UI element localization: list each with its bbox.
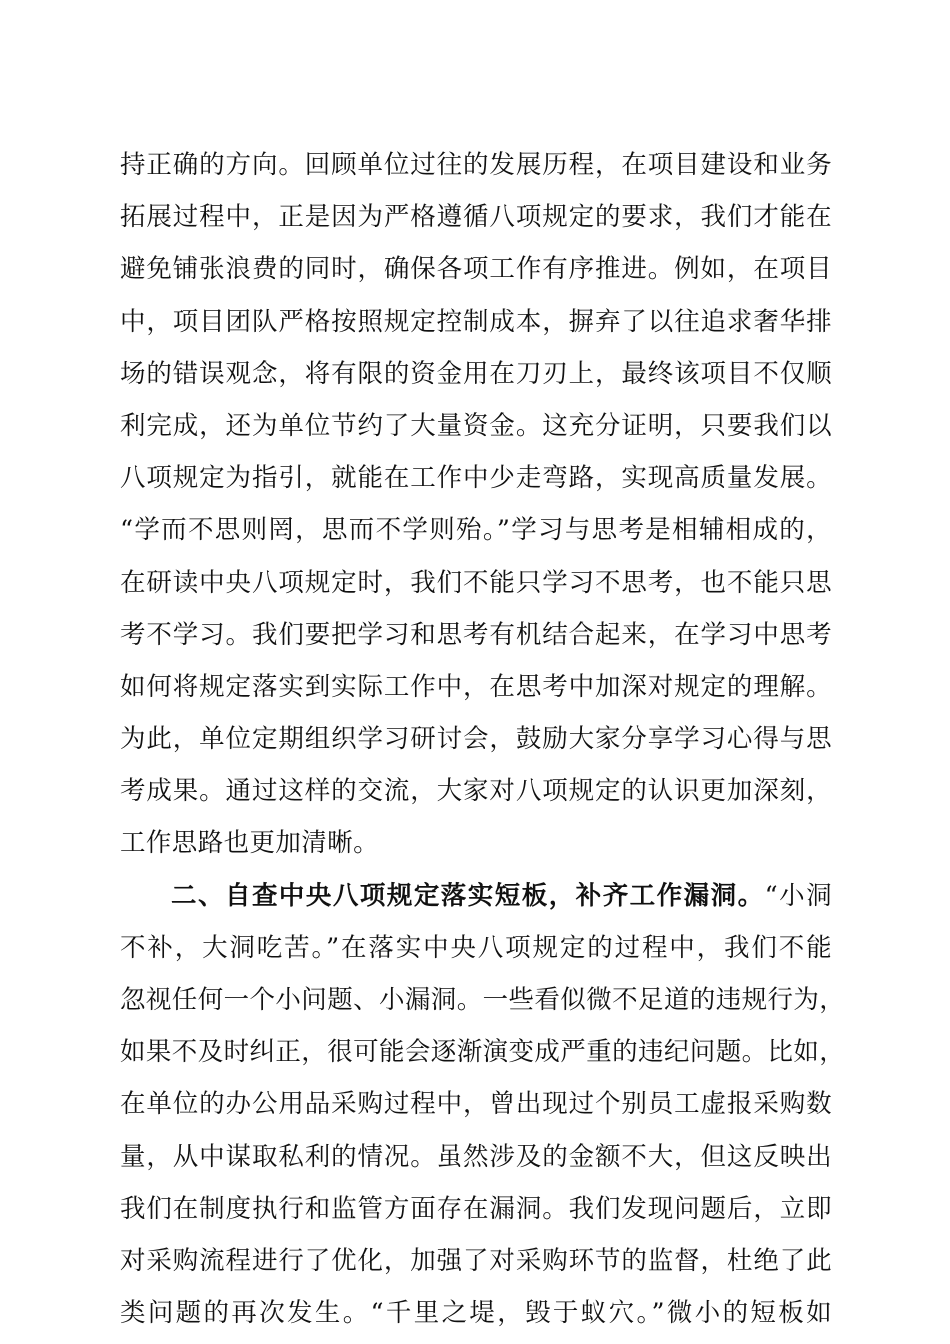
text-line: 持正确的方向。回顾单位过往的发展历程，在项目建设和业务 <box>120 150 832 180</box>
heading-line-text: “小洞 <box>764 880 832 911</box>
paragraph-2 <box>120 870 846 1340</box>
text-line: 如果不及时纠正，很可能会逐渐演变成严重的违纪问题。比如， <box>120 1037 846 1068</box>
text-line: 利完成，还为单位节约了大量资金。这充分证明，只要我们以 <box>120 410 832 441</box>
text-line: 不补，大洞吃苦。”在落实中央八项规定的过程中，我们不能 <box>120 932 832 963</box>
section-heading: 二、自查中央八项规定落实短板，补齐工作漏洞。 <box>171 880 765 911</box>
text-line: 在单位的办公用品采购过程中，曾出现过个别员工虚报采购数 <box>120 1089 832 1120</box>
text-line: 类问题的再次发生。“千里之堤，毁于蚁穴。”微小的短板如 <box>120 1298 832 1329</box>
text-line: 避免铺张浪费的同时，确保各项工作有序推进。例如，在项目 <box>120 254 832 285</box>
text-line: 为此，单位定期组织学习研讨会，鼓励大家分享学习心得与思 <box>120 724 832 755</box>
text-line: 拓展过程中，正是因为严格遵循八项规定的要求，我们才能在 <box>120 202 832 233</box>
text-line: 八项规定为指引，就能在工作中少走弯路，实现高质量发展。 <box>120 463 832 494</box>
text-line: 考成果。通过这样的交流，大家对八项规定的认识更加深刻， <box>120 776 832 807</box>
text-line: “学而不思则罔，思而不学则殆。”学习与思考是相辅相成的， <box>120 515 832 546</box>
text-line: 中，项目团队严格按照规定控制成本，摒弃了以往追求奢华排 <box>120 306 832 337</box>
section-heading-line <box>120 870 832 922</box>
text-line: 我们在制度执行和监管方面存在漏洞。我们发现问题后，立即 <box>120 1193 832 1224</box>
document-body <box>120 139 846 1339</box>
text-line: 量，从中谋取私利的情况。虽然涉及的金额不大，但这反映出 <box>120 1141 832 1172</box>
text-line: 考不学习。我们要把学习和思考有机结合起来，在学习中思考 <box>120 619 832 650</box>
text-line: 工作思路也更加清晰。 <box>120 828 380 859</box>
text-line: 忽视任何一个小问题、小漏洞。一些看似微不足道的违规行为， <box>120 985 846 1015</box>
text-line: 场的错误观念，将有限的资金用在刀刃上，最终该项目不仅顺 <box>120 358 832 389</box>
text-line: 对采购流程进行了优化，加强了对采购环节的监督，杜绝了此 <box>120 1245 832 1276</box>
text-line: 在研读中央八项规定时，我们不能只学习不思考，也不能只思 <box>120 567 832 598</box>
text-line: 如何将规定落实到实际工作中，在思考中加深对规定的理解。 <box>120 671 832 702</box>
paragraph-1 <box>120 139 832 870</box>
